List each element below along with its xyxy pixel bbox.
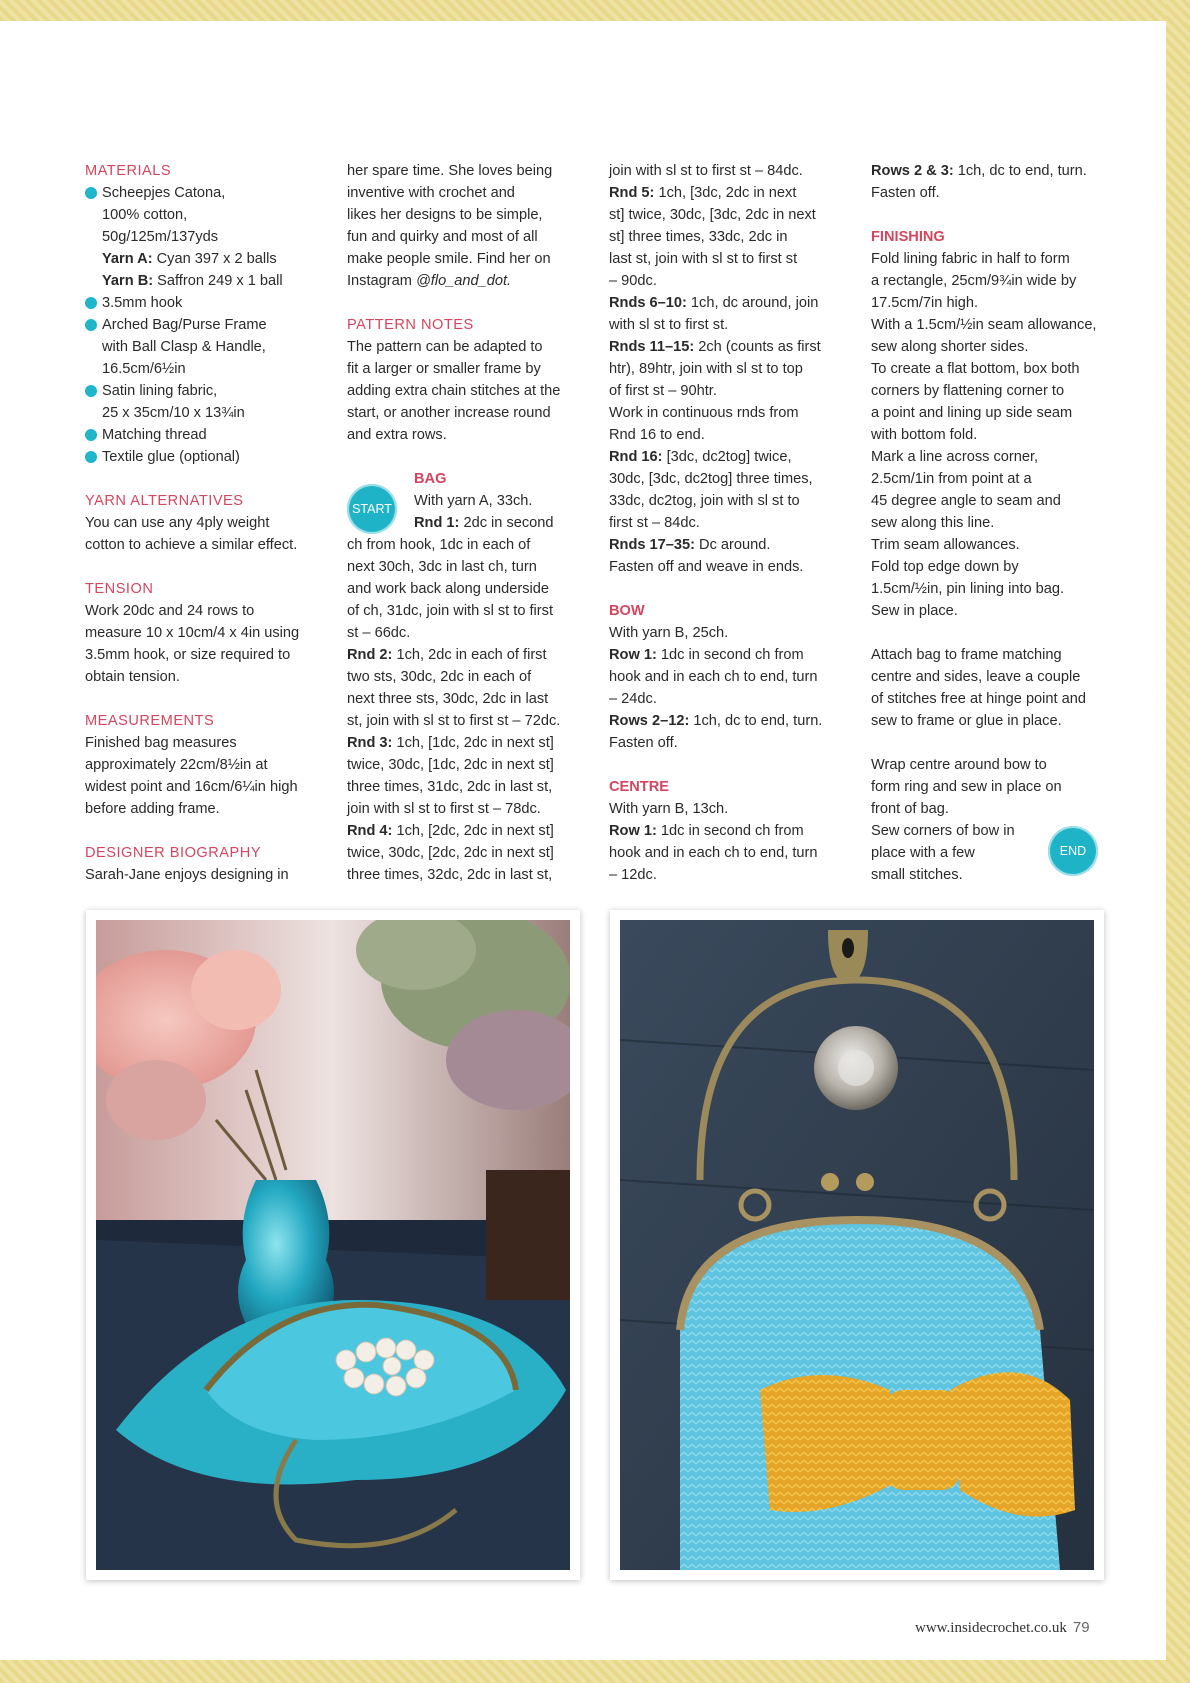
materials-item-hook: 3.5mm hook: [85, 292, 317, 314]
column-2: her spare time. She loves being inventive with crochet and likes her designs to be simple, fun and quirky and most of all make people smile. Find her on Instagram @flo_and_dot. PATTERN NOTES The pattern can be adapted to fit a larger or smaller frame by adding extra chain stitches at the start, or another increase round and extra rows. START BAG With yarn A, 33ch. Rnd 1: 2dc in second ch from hook, 1dc in each of next 30ch, 3dc in last ch, turn and work back along underside of ch, 31dc, join with sl st to first st – 66dc. Rnd 2: 1ch, 2dc in each of first two sts, 30dc, 2dc in each of next three sts, 30dc, 2dc in last st, join with sl st to first st – 72dc. Rnd 3: 1ch, [1dc, 2dc in next st] twice, 30dc, [1dc, 2dc in next st] three times, 31dc, 2dc in last st, join with sl st to first st – 78dc. Rnd 4: 1ch, [2dc, 2dc in next st] twice, 30dc, [2dc, 2dc in next st] three times, 32dc, 2dc in last st,: [347, 160, 579, 886]
yarn-alternatives-heading: YARN ALTERNATIVES: [85, 493, 244, 509]
photo-purse-with-bow: [610, 910, 1104, 1580]
materials-list: [85, 182, 317, 468]
photo-open-purse: [86, 910, 580, 1580]
column-1: MATERIALS Scheepjes Catona, 100% cotton, 50g/125m/137yds Yarn A: Cyan 397 x 2 balls Yarn B: Saffron 249 x 1 ball 3.5mm hook Arched Bag/Purse Frame with Ball Clasp & Handle, 16.5cm/6½in Satin lining fabric, 25 x 35cm/10 x 13¾in Matching thread Textile glue (optional) YARN ALTERNATIVES You can use any 4ply weight cotton to achieve a similar effect. TENSION Work 20dc and 24 rows to measure 10 x 10cm/4 x 4in using 3.5mm hook, or size required to obtain tension. MEASUREMENTS Finished bag measures approximately 22cm/8½in at widest point and 16cm/6¼in high before adding frame. DESIGNER BIOGRAPHY Sarah-Jane enjoys designing in: [85, 160, 317, 886]
bow-heading: BOW: [609, 603, 645, 619]
page-border-right: [1166, 0, 1190, 1683]
measurements-heading: MEASUREMENTS: [85, 713, 215, 729]
page-number: 79: [1072, 1619, 1090, 1636]
end-badge: END: [1048, 826, 1098, 876]
instagram-handle: @flo_and_dot.: [415, 273, 512, 289]
column-4: Rows 2 & 3: 1ch, dc to end, turn. Fasten off. FINISHING Fold lining fabric in half to form a rectangle, 25cm/9¾in wide by 17.5cm/7in high. With a 1.5cm/½in seam allowance, sew along shorter sides. To create a flat bottom, box both corners by flattening corner to a point and lining up side seam with bottom fold. Mark a line across corner, 2.5cm/1in from point at a 45 degree angle to seam and sew along this line. Trim seam allowances. Fold top edge down by 1.5cm/½in, pin lining into bag. Sew in place. Attach bag to frame matching centre and sides, leave a couple of stitches free at hinge point and sew to frame or glue in place. Wrap centre around bow to form ring and sew in place on front of bag. Sew corners of bow in place with a few small stitches.: [871, 160, 1103, 886]
materials-item-glue: Textile glue (optional): [85, 446, 317, 468]
finishing-heading: FINISHING: [871, 229, 945, 245]
photo-purse-with-bow-image: [620, 920, 1094, 1570]
materials-heading: MATERIALS: [85, 163, 172, 179]
pattern-notes-heading: PATTERN NOTES: [347, 317, 474, 333]
materials-item-thread: Matching thread: [85, 424, 317, 446]
page-footer: [915, 1619, 1090, 1637]
designer-biography-heading: DESIGNER BIOGRAPHY: [85, 845, 262, 861]
materials-item-yarn: Scheepjes Catona, 100% cotton, 50g/125m/137yds Yarn A: Cyan 397 x 2 balls Yarn B: Saffron 249 x 1 ball: [85, 182, 317, 292]
centre-heading: CENTRE: [609, 779, 669, 795]
website-url[interactable]: www.insidecrochet.co.uk: [915, 1620, 1067, 1636]
start-badge: START: [347, 484, 397, 534]
bag-section: START BAG With yarn A, 33ch. Rnd 1: 2dc in second ch from hook, 1dc in each of next 30ch, 3dc in last ch, turn and work back along underside of ch, 31dc, join with sl st to first st – 66dc.: [347, 468, 579, 644]
column-3: join with sl st to first st – 84dc. Rnd 5: 1ch, [3dc, 2dc in next st] twice, 30dc, [3dc, 2dc in next st] three times, 33dc, 2dc in last st, join with sl st to first st – 90dc. Rnds 6–10: 1ch, dc around, join with sl st to first st. Rnds 11–15: 2ch (counts as first htr), 89htr, join with sl st to top of first st – 90htr. Work in continuous rnds from Rnd 16 to end. Rnd 16: [3dc, dc2tog] twice, 30dc, [3dc, dc2tog] three times, 33dc, dc2tog, join with sl st to first st – 84dc. Rnds 17–35: Dc around. Fasten off and weave in ends. BOW With yarn B, 25ch. Row 1: 1dc in second ch from hook and in each ch to end, turn – 24dc. Rows 2–12: 1ch, dc to end, turn. Fasten off. CENTRE With yarn B, 13ch. Row 1: 1dc in second ch from hook and in each ch to end, turn – 12dc.: [609, 160, 841, 886]
materials-item-frame: Arched Bag/Purse Frame with Ball Clasp & Handle, 16.5cm/6½in: [85, 314, 317, 380]
materials-item-lining: Satin lining fabric, 25 x 35cm/10 x 13¾in: [85, 380, 317, 424]
photo-open-purse-image: [96, 920, 570, 1570]
bag-heading: BAG: [414, 471, 447, 487]
page-border-top: [0, 0, 1190, 21]
tension-heading: TENSION: [85, 581, 154, 597]
page-border-bottom: [0, 1660, 1190, 1683]
